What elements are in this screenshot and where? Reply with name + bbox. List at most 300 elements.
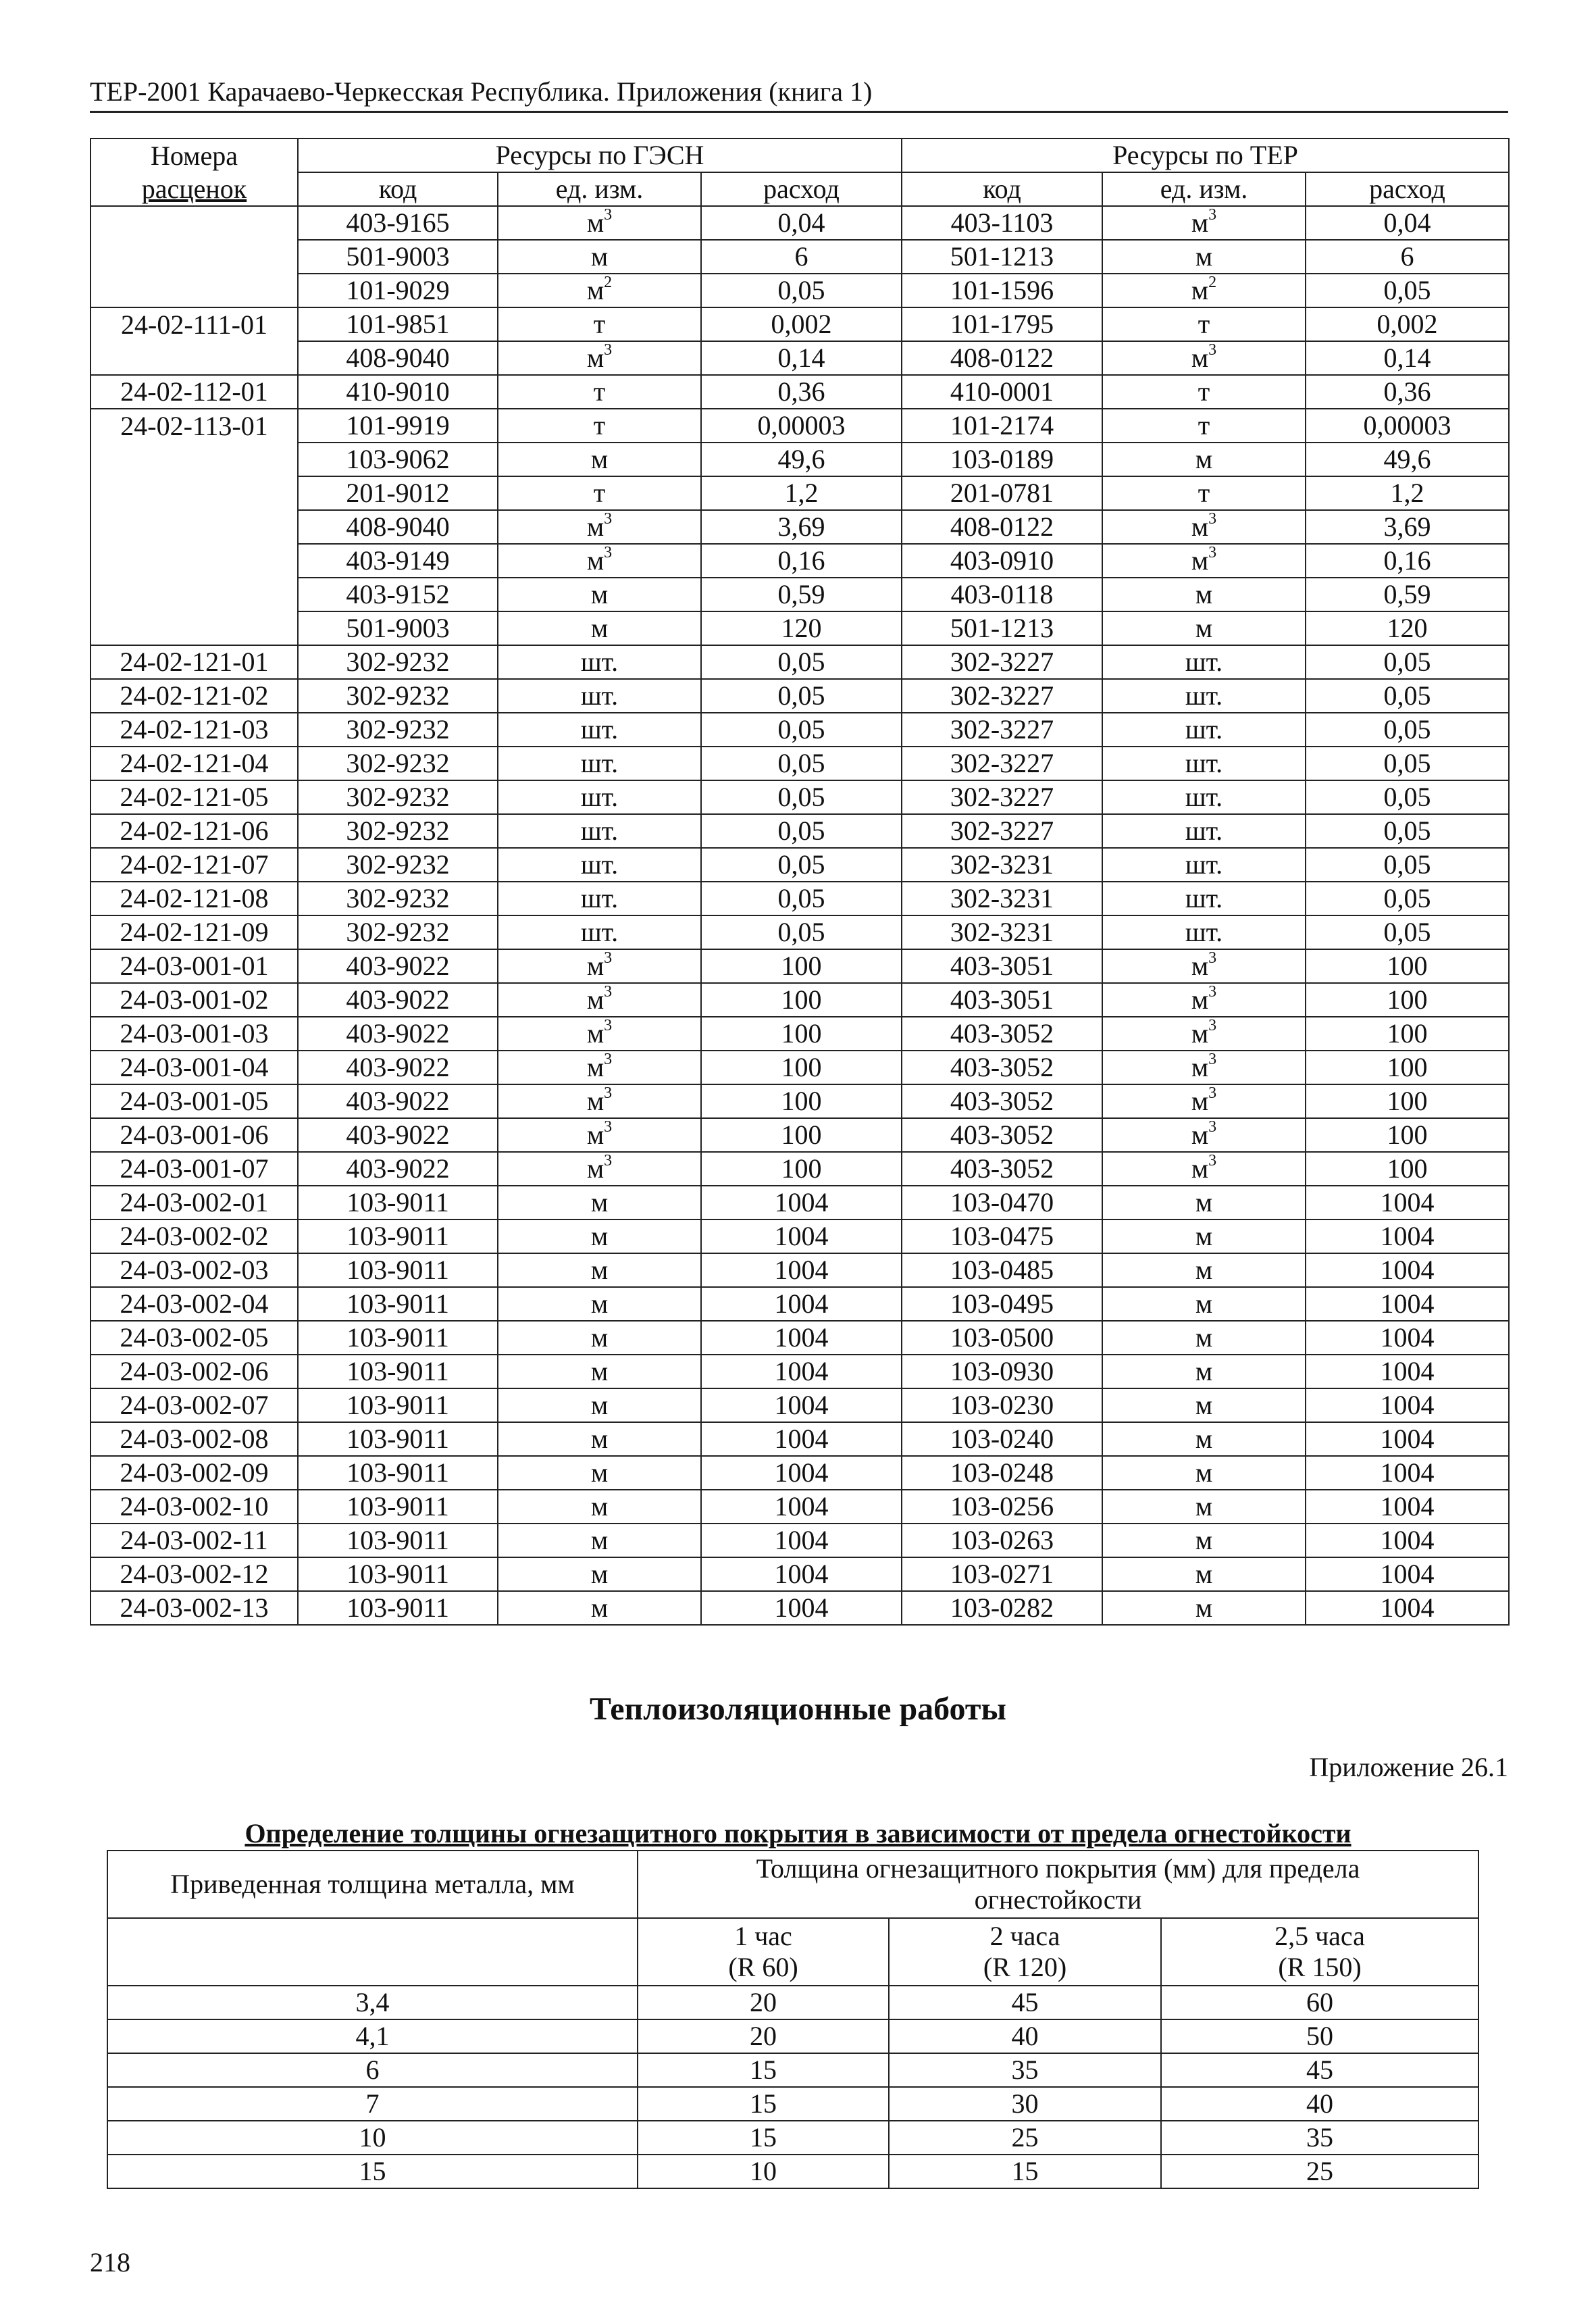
- rates-header-row-2: [91, 172, 1509, 206]
- gesn-qty-cell: 0,00003: [701, 409, 902, 443]
- table-row: [107, 2121, 1478, 2155]
- ter-qty-cell: 100: [1306, 1084, 1509, 1118]
- ter-qty-cell: 0,36: [1306, 375, 1509, 409]
- coating-thickness-cell: 45: [1161, 2053, 1478, 2087]
- ter-code-cell: 403-3051: [902, 983, 1102, 1017]
- gesn-qty-cell: 49,6: [701, 443, 902, 476]
- ter-qty-header: расход: [1306, 172, 1509, 206]
- ter-unit-cell: м: [1102, 1253, 1306, 1287]
- limit-time: 2,5 часа: [1275, 1921, 1365, 1951]
- table-row: [91, 983, 1509, 1017]
- ter-code-cell: 103-0189: [902, 443, 1102, 476]
- table-row: [91, 713, 1509, 747]
- rate-number-cell: 24-03-002-08: [91, 1422, 298, 1456]
- ter-qty-cell: 1004: [1306, 1321, 1509, 1355]
- rate-number-cell: 24-03-002-06: [91, 1355, 298, 1388]
- ter-unit-cell: шт.: [1102, 882, 1306, 915]
- gesn-unit-cell: м: [498, 1591, 701, 1625]
- table-row: [91, 949, 1509, 983]
- ter-code-cell: 408-0122: [902, 341, 1102, 375]
- ter-qty-cell: 1,2: [1306, 476, 1509, 510]
- ter-qty-cell: 0,05: [1306, 747, 1509, 780]
- ter-code-cell: 302-3227: [902, 713, 1102, 747]
- table-row: [91, 814, 1509, 848]
- rate-number-cell: 24-03-001-04: [91, 1051, 298, 1084]
- gesn-qty-cell: 0,05: [701, 780, 902, 814]
- ter-code-cell: 103-0230: [902, 1388, 1102, 1422]
- gesn-unit-cell: м: [498, 1557, 701, 1591]
- table-row: [91, 679, 1509, 713]
- coating-thickness-cell: 15: [638, 2053, 889, 2087]
- rate-number-cell: 24-02-121-09: [91, 915, 298, 949]
- ter-unit-cell: шт.: [1102, 679, 1306, 713]
- gesn-code-cell: 403-9165: [298, 206, 498, 240]
- rate-number-cell: 24-03-002-11: [91, 1524, 298, 1557]
- ter-qty-cell: 100: [1306, 1152, 1509, 1186]
- table-row: [91, 240, 1509, 274]
- ter-unit-cell: $м^3$: [1102, 1017, 1306, 1051]
- table-row: [107, 2019, 1478, 2053]
- limit-header-2: [889, 1918, 1161, 1986]
- coating-thickness-cell: 60: [1161, 1986, 1478, 2019]
- table-row: [91, 1355, 1509, 1388]
- gesn-code-cell: 302-9232: [298, 679, 498, 713]
- rate-number-cell: 24-02-121-04: [91, 747, 298, 780]
- gesn-qty-cell: 100: [701, 1118, 902, 1152]
- gesn-code-cell: 403-9022: [298, 1051, 498, 1084]
- ter-qty-cell: 0,59: [1306, 578, 1509, 611]
- ter-code-cell: 302-3227: [902, 747, 1102, 780]
- coating-thickness-cell: 30: [889, 2087, 1161, 2121]
- ter-code-cell: 408-0122: [902, 510, 1102, 544]
- table-row: [91, 510, 1509, 544]
- ter-code-cell: 403-3052: [902, 1118, 1102, 1152]
- table-row: [91, 1253, 1509, 1287]
- rate-number-cell: 24-02-121-01: [91, 645, 298, 679]
- ter-code-cell: 103-0248: [902, 1456, 1102, 1490]
- table-row: [91, 1490, 1509, 1524]
- gesn-unit-cell: м: [498, 1287, 701, 1321]
- gesn-qty-cell: 0,59: [701, 578, 902, 611]
- rate-number-cell: 24-03-001-05: [91, 1084, 298, 1118]
- ter-qty-cell: 6: [1306, 240, 1509, 274]
- unit-exponent: 3: [604, 510, 613, 528]
- gesn-code-cell: 302-9232: [298, 780, 498, 814]
- gesn-code-cell: 101-9851: [298, 307, 498, 341]
- table-row: [91, 645, 1509, 679]
- ter-qty-cell: 100: [1306, 1051, 1509, 1084]
- ter-qty-cell: 1004: [1306, 1186, 1509, 1219]
- rates-header-row-1: [91, 139, 1509, 172]
- ter-unit-cell: $м^3$: [1102, 510, 1306, 544]
- rate-number-cell: 24-03-002-01: [91, 1186, 298, 1219]
- gesn-unit-cell: м: [498, 1186, 701, 1219]
- ter-unit-cell: м: [1102, 443, 1306, 476]
- unit-exponent: 2: [1208, 274, 1217, 291]
- gesn-qty-cell: 1004: [701, 1355, 902, 1388]
- gesn-qty-cell: 1004: [701, 1591, 902, 1625]
- ter-qty-cell: 49,6: [1306, 443, 1509, 476]
- rate-number-cell: [91, 274, 298, 307]
- unit-exponent: 3: [1208, 1017, 1217, 1034]
- gesn-code-cell: 103-9011: [298, 1186, 498, 1219]
- table-row: [91, 443, 1509, 476]
- gesn-unit-cell: м: [498, 611, 701, 645]
- rate-numbers-header: Номера: [91, 139, 298, 172]
- rate-number-cell: [91, 578, 298, 611]
- fire-protection-table: [107, 1850, 1479, 2189]
- ter-qty-cell: 0,002: [1306, 307, 1509, 341]
- ter-qty-cell: 0,05: [1306, 848, 1509, 882]
- ter-code-cell: 302-3227: [902, 814, 1102, 848]
- rate-number-cell: 24-02-111-01: [91, 307, 298, 341]
- table-row: [91, 915, 1509, 949]
- ter-qty-cell: 1004: [1306, 1557, 1509, 1591]
- gesn-unit-cell: т: [498, 476, 701, 510]
- ter-unit-cell: $м^3$: [1102, 544, 1306, 578]
- table-row: [91, 1084, 1509, 1118]
- rate-number-cell: 24-03-001-03: [91, 1017, 298, 1051]
- ter-qty-cell: 1004: [1306, 1253, 1509, 1287]
- ter-unit-cell: м: [1102, 611, 1306, 645]
- gesn-code-cell: 403-9022: [298, 1152, 498, 1186]
- gesn-unit-cell: т: [498, 409, 701, 443]
- gesn-unit-cell: м: [498, 240, 701, 274]
- ter-code-cell: 103-0475: [902, 1219, 1102, 1253]
- coating-thickness-cell: 10: [638, 2155, 889, 2188]
- ter-qty-cell: 1004: [1306, 1490, 1509, 1524]
- ter-code-cell: 103-0282: [902, 1591, 1102, 1625]
- gesn-qty-cell: 1004: [701, 1490, 902, 1524]
- gesn-qty-cell: 1004: [701, 1456, 902, 1490]
- gesn-qty-cell: 0,04: [701, 206, 902, 240]
- rate-number-cell: 24-03-002-10: [91, 1490, 298, 1524]
- rate-number-cell: 24-03-001-07: [91, 1152, 298, 1186]
- ter-qty-cell: 100: [1306, 1118, 1509, 1152]
- rate-number-cell: 24-03-002-05: [91, 1321, 298, 1355]
- unit-exponent: 3: [604, 341, 613, 359]
- rate-number-cell: 24-03-001-01: [91, 949, 298, 983]
- limit-time: 1 час: [734, 1921, 792, 1951]
- gesn-code-cell: 103-9011: [298, 1287, 498, 1321]
- metal-thickness-cell: 10: [107, 2121, 638, 2155]
- gesn-unit-cell: т: [498, 307, 701, 341]
- ter-code-cell: 103-0271: [902, 1557, 1102, 1591]
- gesn-unit-cell: $м^2$: [498, 274, 701, 307]
- ter-unit-cell: $м^3$: [1102, 1152, 1306, 1186]
- gesn-unit-cell: $м^3$: [498, 1152, 701, 1186]
- gesn-qty-cell: 0,05: [701, 274, 902, 307]
- table-row: [91, 1524, 1509, 1557]
- gesn-qty-cell: 1004: [701, 1422, 902, 1456]
- unit-exponent: 3: [1208, 206, 1217, 224]
- rate-number-cell: 24-03-002-07: [91, 1388, 298, 1422]
- gesn-qty-cell: 0,16: [701, 544, 902, 578]
- gesn-qty-cell: 0,36: [701, 375, 902, 409]
- ter-qty-cell: 1004: [1306, 1422, 1509, 1456]
- table-row: [91, 747, 1509, 780]
- gesn-code-cell: 403-9022: [298, 1118, 498, 1152]
- unit-exponent: 3: [1208, 983, 1217, 1001]
- table-row: [91, 544, 1509, 578]
- gesn-unit-cell: шт.: [498, 747, 701, 780]
- metal-thickness-header: Приведенная толщина металла, мм: [107, 1851, 638, 1918]
- gesn-unit-cell: м: [498, 1456, 701, 1490]
- rate-number-cell: [91, 206, 298, 240]
- ter-qty-cell: 0,05: [1306, 882, 1509, 915]
- coating-thickness-cell: 15: [638, 2087, 889, 2121]
- metal-thickness-cell: 3,4: [107, 1986, 638, 2019]
- ter-unit-cell: м: [1102, 1287, 1306, 1321]
- gesn-code-cell: 302-9232: [298, 848, 498, 882]
- rate-number-cell: [91, 341, 298, 375]
- gesn-unit-cell: $м^3$: [498, 1084, 701, 1118]
- rates-table: [90, 138, 1510, 1626]
- gesn-qty-cell: 3,69: [701, 510, 902, 544]
- ter-code-cell: 403-3052: [902, 1152, 1102, 1186]
- ter-code-cell: 302-3231: [902, 882, 1102, 915]
- ter-qty-cell: 100: [1306, 983, 1509, 1017]
- gesn-code-cell: 103-9011: [298, 1388, 498, 1422]
- unit-exponent: 3: [604, 1017, 613, 1034]
- unit-exponent: 3: [604, 1152, 613, 1169]
- table-row: [91, 1051, 1509, 1084]
- rate-numbers-header-line2: расценок: [91, 172, 298, 206]
- ter-unit-cell: м: [1102, 1591, 1306, 1625]
- gesn-qty-cell: 120: [701, 611, 902, 645]
- metal-thickness-cell: 7: [107, 2087, 638, 2121]
- gesn-unit-cell: м: [498, 1422, 701, 1456]
- ter-qty-cell: 1004: [1306, 1591, 1509, 1625]
- header-rule: [90, 111, 1508, 113]
- ter-code-cell: 103-0256: [902, 1490, 1102, 1524]
- ter-unit-cell: $м^3$: [1102, 949, 1306, 983]
- ter-unit-cell: $м^3$: [1102, 983, 1306, 1017]
- rate-number-cell: 24-02-121-05: [91, 780, 298, 814]
- ter-code-cell: 302-3227: [902, 780, 1102, 814]
- gesn-code-cell: 501-9003: [298, 611, 498, 645]
- gesn-code-header: код: [298, 172, 498, 206]
- ter-code-cell: 101-1795: [902, 307, 1102, 341]
- gesn-unit-cell: шт.: [498, 848, 701, 882]
- unit-exponent: 3: [604, 983, 613, 1001]
- ter-qty-cell: 1004: [1306, 1287, 1509, 1321]
- coating-thickness-cell: 35: [1161, 2121, 1478, 2155]
- table-row: [107, 1986, 1478, 2019]
- gesn-qty-cell: 0,14: [701, 341, 902, 375]
- rate-number-cell: 24-02-121-06: [91, 814, 298, 848]
- ter-code-cell: 410-0001: [902, 375, 1102, 409]
- ter-unit-cell: $м^3$: [1102, 1084, 1306, 1118]
- gesn-code-cell: 103-9011: [298, 1591, 498, 1625]
- ter-code-cell: 302-3231: [902, 848, 1102, 882]
- unit-exponent: 3: [1208, 949, 1217, 967]
- ter-code-cell: 201-0781: [902, 476, 1102, 510]
- ter-unit-cell: м: [1102, 240, 1306, 274]
- gesn-unit-cell: шт.: [498, 645, 701, 679]
- rate-number-cell: 24-03-002-04: [91, 1287, 298, 1321]
- coating-thickness-cell: 15: [889, 2155, 1161, 2188]
- table-row: [91, 578, 1509, 611]
- page-number: 218: [90, 2247, 130, 2278]
- table-row: [91, 780, 1509, 814]
- coating-thickness-cell: 15: [638, 2121, 889, 2155]
- ter-code-cell: 103-0263: [902, 1524, 1102, 1557]
- ter-unit-cell: т: [1102, 409, 1306, 443]
- ter-code-cell: 101-1596: [902, 274, 1102, 307]
- gesn-qty-cell: 0,002: [701, 307, 902, 341]
- gesn-qty-cell: 1004: [701, 1219, 902, 1253]
- gesn-code-cell: 302-9232: [298, 713, 498, 747]
- table-row: [91, 1557, 1509, 1591]
- gesn-unit-cell: т: [498, 375, 701, 409]
- rate-number-cell: [91, 544, 298, 578]
- ter-qty-cell: 1004: [1306, 1388, 1509, 1422]
- coating-thickness-cell: 25: [889, 2121, 1161, 2155]
- unit-exponent: 3: [1208, 544, 1217, 561]
- ter-unit-cell: м: [1102, 1186, 1306, 1219]
- ter-qty-cell: 0,04: [1306, 206, 1509, 240]
- gesn-code-cell: 103-9011: [298, 1456, 498, 1490]
- gesn-qty-cell: 100: [701, 1017, 902, 1051]
- rates-body: [91, 206, 1509, 1625]
- ter-unit-cell: $м^3$: [1102, 1051, 1306, 1084]
- coating-thickness-cell: 50: [1161, 2019, 1478, 2053]
- ter-unit-cell: т: [1102, 307, 1306, 341]
- gesn-unit-cell: м: [498, 1524, 701, 1557]
- ter-qty-cell: 1004: [1306, 1219, 1509, 1253]
- gesn-qty-cell: 0,05: [701, 645, 902, 679]
- table-row: [107, 2053, 1478, 2087]
- ter-unit-cell: т: [1102, 375, 1306, 409]
- rate-number-cell: 24-03-002-02: [91, 1219, 298, 1253]
- gesn-qty-cell: 1004: [701, 1388, 902, 1422]
- ter-unit-cell: $м^2$: [1102, 274, 1306, 307]
- unit-exponent: 3: [604, 1084, 613, 1102]
- gesn-unit-cell: шт.: [498, 814, 701, 848]
- gesn-unit-cell: $м^3$: [498, 949, 701, 983]
- ter-qty-cell: 0,05: [1306, 274, 1509, 307]
- ter-unit-cell: м: [1102, 1422, 1306, 1456]
- gesn-unit-cell: м: [498, 1388, 701, 1422]
- table-row: [91, 1422, 1509, 1456]
- gesn-unit-cell: шт.: [498, 915, 701, 949]
- ter-qty-cell: 1004: [1306, 1456, 1509, 1490]
- limit-header-1: [638, 1918, 889, 1986]
- gesn-unit-cell: м: [498, 1321, 701, 1355]
- ter-code-cell: 403-1103: [902, 206, 1102, 240]
- gesn-code-cell: 103-9011: [298, 1524, 498, 1557]
- gesn-qty-cell: 100: [701, 1084, 902, 1118]
- table-row: [91, 341, 1509, 375]
- coating-thickness-cell: 45: [889, 1986, 1161, 2019]
- gesn-unit-cell: шт.: [498, 713, 701, 747]
- section-title: Теплоизоляционные работы: [590, 1691, 1006, 1727]
- coating-thickness-cell: 25: [1161, 2155, 1478, 2188]
- gesn-unit-cell: $м^3$: [498, 206, 701, 240]
- gesn-code-cell: 302-9232: [298, 747, 498, 780]
- ter-code-cell: 103-0240: [902, 1422, 1102, 1456]
- rate-number-cell: [91, 443, 298, 476]
- table-row: [91, 848, 1509, 882]
- unit-exponent: 3: [1208, 1051, 1217, 1068]
- gesn-qty-cell: 1004: [701, 1321, 902, 1355]
- gesn-unit-cell: м: [498, 1219, 701, 1253]
- gesn-code-cell: 403-9022: [298, 983, 498, 1017]
- gesn-code-cell: 103-9011: [298, 1321, 498, 1355]
- rate-number-cell: 24-03-002-12: [91, 1557, 298, 1591]
- gesn-code-cell: 408-9040: [298, 341, 498, 375]
- table-row: [107, 2155, 1478, 2188]
- ter-code-cell: 103-0495: [902, 1287, 1102, 1321]
- table-row: [91, 307, 1509, 341]
- gesn-qty-cell: 100: [701, 949, 902, 983]
- gesn-unit-cell: м: [498, 1253, 701, 1287]
- rate-number-cell: 24-02-113-01: [91, 409, 298, 443]
- gesn-qty-header: расход: [701, 172, 902, 206]
- gesn-code-cell: 403-9022: [298, 1084, 498, 1118]
- ter-unit-cell: $м^3$: [1102, 341, 1306, 375]
- ter-qty-cell: 0,05: [1306, 645, 1509, 679]
- gesn-code-cell: 103-9011: [298, 1557, 498, 1591]
- gesn-qty-cell: 0,05: [701, 679, 902, 713]
- table-row: [91, 1152, 1509, 1186]
- ter-unit-cell: м: [1102, 1321, 1306, 1355]
- gesn-unit-cell: $м^3$: [498, 1118, 701, 1152]
- gesn-code-cell: 302-9232: [298, 814, 498, 848]
- page-header: ТЕР-2001 Карачаево-Черкесская Республика. Приложения (книга 1): [90, 76, 873, 107]
- gesn-qty-cell: 1004: [701, 1253, 902, 1287]
- gesn-unit-cell: шт.: [498, 780, 701, 814]
- gesn-unit-cell: м: [498, 578, 701, 611]
- gesn-code-cell: 302-9232: [298, 882, 498, 915]
- fire-body: [107, 1986, 1478, 2188]
- gesn-qty-cell: 100: [701, 1152, 902, 1186]
- rate-number-cell: [91, 240, 298, 274]
- gesn-unit-cell: $м^3$: [498, 544, 701, 578]
- gesn-code-cell: 302-9232: [298, 915, 498, 949]
- ter-unit-header: ед. изм.: [1102, 172, 1306, 206]
- ter-unit-cell: м: [1102, 1456, 1306, 1490]
- gesn-unit-cell: $м^3$: [498, 510, 701, 544]
- ter-code-cell: 403-0118: [902, 578, 1102, 611]
- unit-exponent: 3: [604, 1051, 613, 1068]
- gesn-code-cell: 103-9011: [298, 1490, 498, 1524]
- ter-unit-cell: шт.: [1102, 780, 1306, 814]
- gesn-qty-cell: 6: [701, 240, 902, 274]
- ter-unit-cell: м: [1102, 1490, 1306, 1524]
- ter-qty-cell: 100: [1306, 949, 1509, 983]
- ter-unit-cell: м: [1102, 1219, 1306, 1253]
- ter-code-cell: 501-1213: [902, 240, 1102, 274]
- rate-number-cell: [91, 476, 298, 510]
- ter-code-cell: 103-0470: [902, 1186, 1102, 1219]
- gesn-code-cell: 403-9022: [298, 1017, 498, 1051]
- gesn-code-cell: 103-9011: [298, 1355, 498, 1388]
- ter-unit-cell: $м^3$: [1102, 206, 1306, 240]
- ter-qty-cell: 0,14: [1306, 341, 1509, 375]
- limit-time: 2 часа: [989, 1921, 1060, 1951]
- ter-code-cell: 403-0910: [902, 544, 1102, 578]
- ter-qty-cell: 0,00003: [1306, 409, 1509, 443]
- table-row: [91, 375, 1509, 409]
- rate-number-cell: 24-02-121-03: [91, 713, 298, 747]
- unit-exponent: 3: [1208, 341, 1217, 359]
- table-row: [91, 1388, 1509, 1422]
- gesn-unit-header: ед. изм.: [498, 172, 701, 206]
- gesn-unit-cell: шт.: [498, 679, 701, 713]
- gesn-qty-cell: 0,05: [701, 713, 902, 747]
